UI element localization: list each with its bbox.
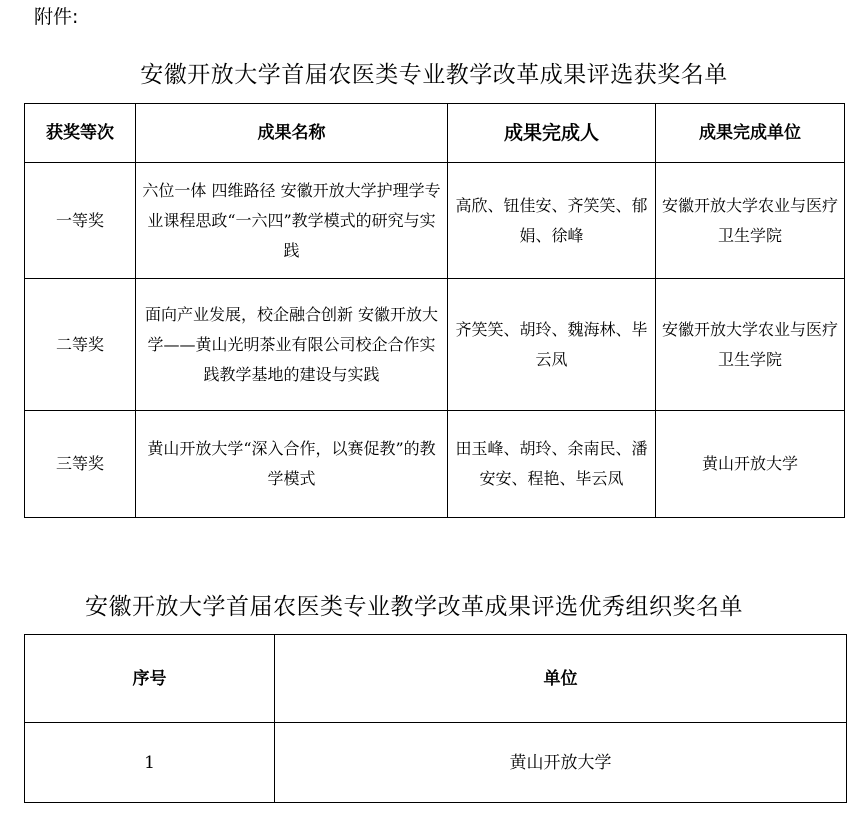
completers-cell: 高欣、钮佳安、齐笑笑、郁娟、徐峰 [448,163,656,279]
header-serial-number: 序号 [25,635,275,723]
unit-cell: 黄山开放大学 [275,723,847,803]
achievement-name-cell: 六位一体 四维路径 安徽开放大学护理学专业课程思政“一六四”教学模式的研究与实践 [136,163,448,279]
award-level-cell: 一等奖 [25,163,136,279]
table-row [25,163,845,279]
award-level-cell: 三等奖 [25,411,136,518]
award-table-header-row [25,104,845,163]
org-table-header-row [25,635,847,723]
serial-number-cell: 1 [25,723,275,803]
table-row [25,411,845,518]
unit-cell: 安徽开放大学农业与医疗卫生学院 [656,279,845,411]
header-achievement-name: 成果名称 [136,104,448,163]
header-award-level: 获奖等次 [25,104,136,163]
unit-cell: 黄山开放大学 [656,411,845,518]
header-unit: 单位 [275,635,847,723]
achievement-name-cell: 面向产业发展，校企融合创新 安徽开放大学——黄山光明茶业有限公司校企合作实践教学基地的建设与实践 [136,279,448,411]
completers-cell: 田玉峰、胡玲、余南民、潘安安、程艳、毕云凤 [448,411,656,518]
header-completers: 成果完成人 [448,104,656,163]
table-row [25,279,845,411]
award-list-title: 安徽开放大学首届农医类专业教学改革成果评选获奖名单 [140,62,728,88]
achievement-name-cell: 黄山开放大学“深入合作，以赛促教”的教学模式 [136,411,448,518]
award-table [24,103,845,518]
org-award-table [24,634,847,803]
unit-cell: 安徽开放大学农业与医疗卫生学院 [656,163,845,279]
table-row [25,723,847,803]
org-award-list-title: 安徽开放大学首届农医类专业教学改革成果评选优秀组织奖名单 [85,594,743,620]
completers-cell: 齐笑笑、胡玲、魏海林、毕云凤 [448,279,656,411]
award-level-cell: 二等奖 [25,279,136,411]
header-completing-unit: 成果完成单位 [656,104,845,163]
attachment-label: 附件: [34,6,79,28]
